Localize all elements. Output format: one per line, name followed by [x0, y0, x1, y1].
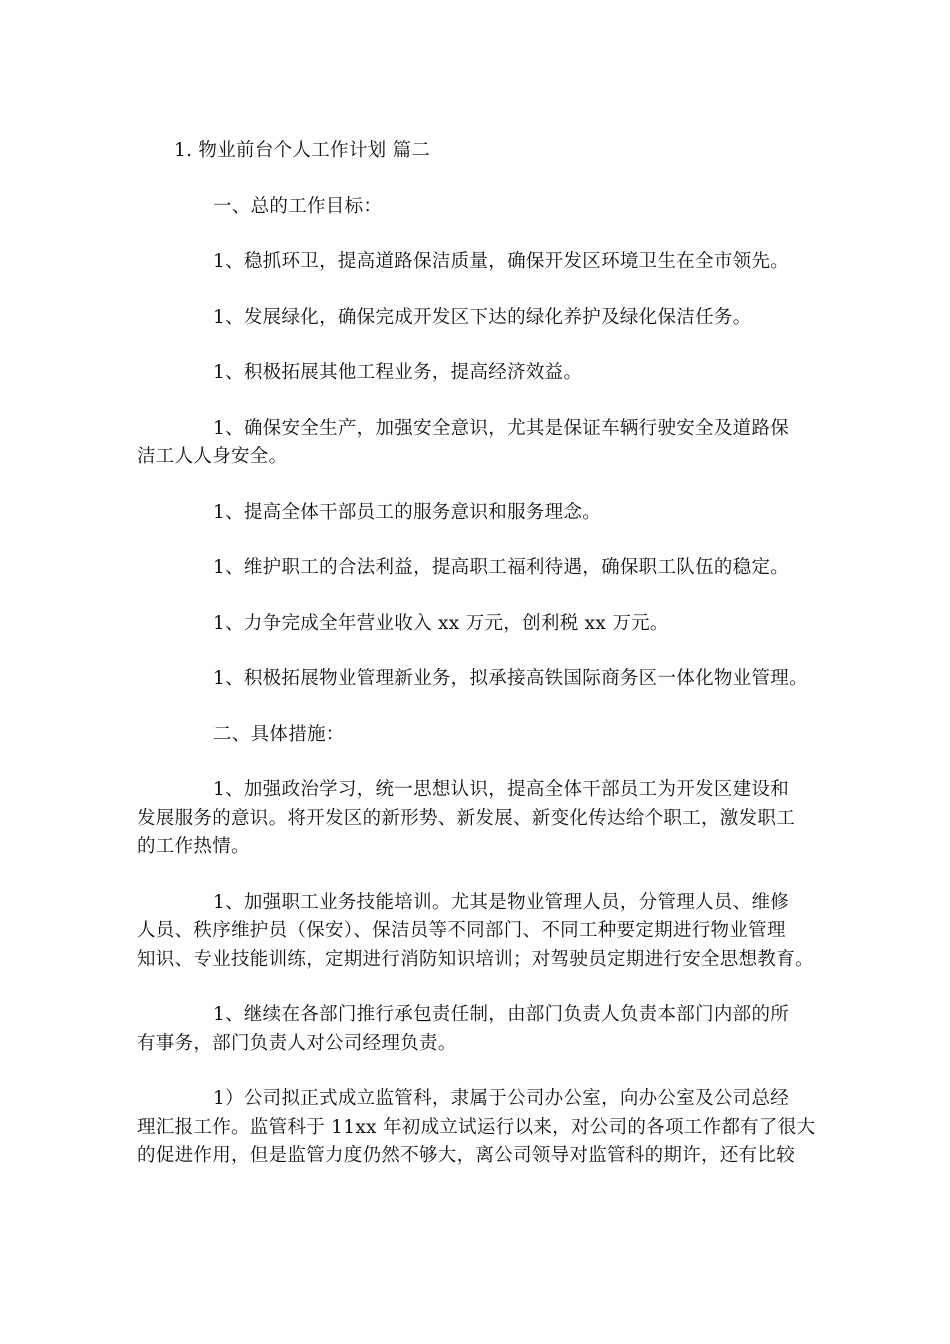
section-heading-measures: 二、具体措施： — [213, 723, 345, 745]
goal-paragraph: 1、积极拓展物业管理新业务，拟承接高铁国际商务区一体化物业管理。 — [213, 668, 808, 689]
paragraph-line: 人员、秩序维护员（保安）、保洁员等不同部门、不同工种要定期进行物业管理 — [137, 920, 786, 941]
goal-paragraph: 1、维护职工的合法利益，提高职工福利待遇，确保职工队伍的稳定。 — [213, 557, 790, 578]
measure-paragraph — [137, 1001, 821, 1058]
document-title: 1. 物业前台个人工作计划 篇二 — [174, 140, 431, 161]
paragraph-line: 1、继续在各部门推行承包责任制，由部门负责人负责本部门内部的所 — [213, 1004, 790, 1025]
goal-paragraph-safety — [137, 415, 821, 472]
paragraph-line: 知识、专业技能训练，定期进行消防知识培训；对驾驶员定期进行安全思想教育。 — [137, 948, 814, 970]
measure-paragraph — [137, 889, 821, 975]
section-heading-goals: 一、总的工作目标： — [213, 195, 383, 217]
paragraph-line: 1、加强职工业务技能培训。尤其是物业管理人员，分管理人员、维修 — [213, 891, 790, 913]
goal-paragraph: 1、发展绿化，确保完成开发区下达的绿化养护及绿化保洁任务。 — [213, 306, 752, 328]
paragraph-line: 理汇报工作。监管科于 11xx 年初成立试运行以来，对公司的各项工作都有了很大 — [137, 1116, 816, 1138]
goal-paragraph: 1、稳抓环卫，提高道路保洁质量，确保开发区环境卫生在全市领先。 — [213, 251, 790, 272]
paragraph-line: 有事务，部门负责人对公司经理负责。 — [137, 1032, 457, 1054]
measure-paragraph — [137, 1085, 821, 1171]
goal-paragraph: 1、力争完成全年营业收入 xx 万元，创利税 xx 万元。 — [213, 612, 669, 634]
paragraph-line: 的促进作用，但是监管力度仍然不够大，离公司领导对监管科的期许，还有比较 — [137, 1145, 796, 1166]
paragraph-line: 1、确保安全生产，加强安全意识，尤其是保证车辆行驶安全及道路保 — [213, 417, 790, 439]
goal-paragraph: 1、提高全体干部员工的服务意识和服务理念。 — [213, 501, 602, 523]
paragraph-line: 1、加强政治学习，统一思想认识，提高全体干部员工为开发区建设和 — [213, 779, 790, 800]
paragraph-line: 发展服务的意识。将开发区的新形势、新发展、新变化传达给个职工，激发职工 — [137, 807, 796, 829]
paragraph-line: 1）公司拟正式成立监管科，隶属于公司办公室，向办公室及公司总经 — [213, 1088, 790, 1109]
paragraph-line: 洁工人人身安全。 — [137, 446, 288, 467]
paragraph-line: 的工作热情。 — [137, 836, 250, 857]
document-body — [137, 137, 821, 1171]
goal-paragraph: 1、积极拓展其他工程业务，提高经济效益。 — [213, 362, 583, 383]
measure-paragraph — [137, 776, 821, 862]
